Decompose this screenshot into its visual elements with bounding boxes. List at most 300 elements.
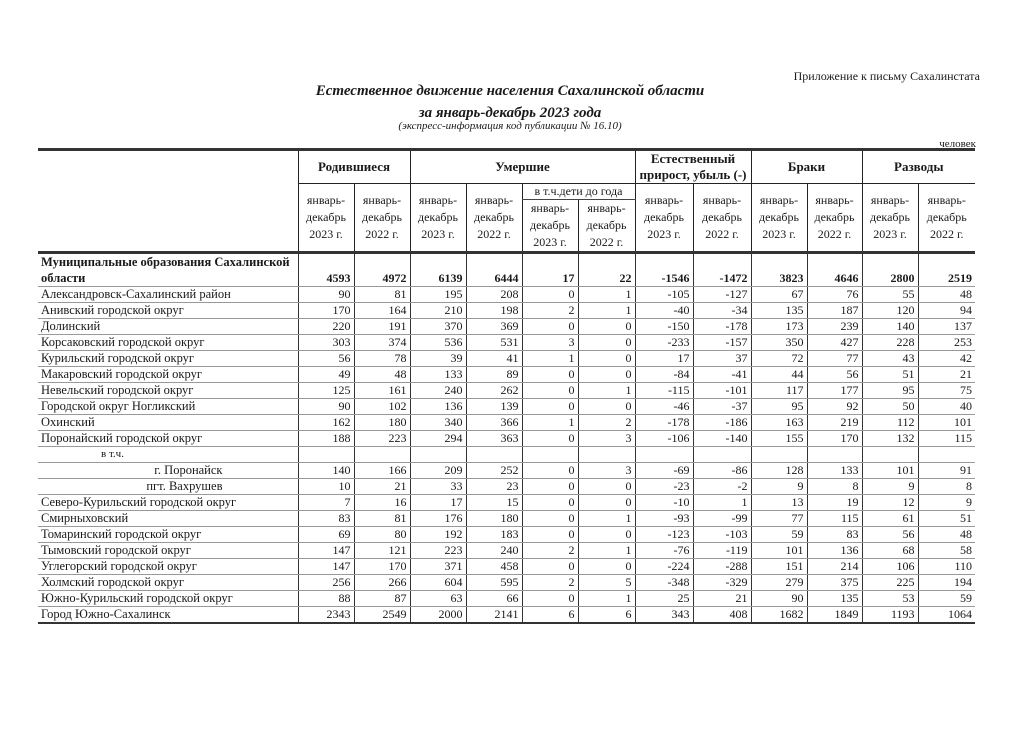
- row-label: в т.ч.: [38, 447, 298, 463]
- cell-value: -23: [635, 479, 693, 495]
- cell-value: 6: [578, 607, 635, 624]
- cell-value: 177: [807, 383, 862, 399]
- cell-value: 83: [807, 527, 862, 543]
- cell-value: -115: [635, 383, 693, 399]
- cell-value: 1064: [918, 607, 975, 624]
- cell-value: 252: [466, 463, 522, 479]
- cell-value: 155: [751, 431, 807, 447]
- header-infant-deaths: в т.ч.дети до года: [522, 184, 635, 200]
- cell-value: 48: [918, 287, 975, 303]
- cell-value: 17: [522, 253, 578, 287]
- cell-value: 375: [807, 575, 862, 591]
- row-label: Северо-Курильский городской округ: [38, 495, 298, 511]
- cell-value: 374: [354, 335, 410, 351]
- cell-value: 39: [410, 351, 466, 367]
- cell-value: 1: [578, 543, 635, 559]
- cell-value: 427: [807, 335, 862, 351]
- cell-value: -348: [635, 575, 693, 591]
- cell-value: 303: [298, 335, 354, 351]
- cell-value: 15: [466, 495, 522, 511]
- cell-value: 161: [354, 383, 410, 399]
- cell-value: -1472: [693, 253, 751, 287]
- cell-value: 180: [354, 415, 410, 431]
- cell-value: 214: [807, 559, 862, 575]
- cell-value: 0: [578, 319, 635, 335]
- row-label-header: [38, 150, 298, 253]
- cell-value: 6139: [410, 253, 466, 287]
- cell-value: 13: [751, 495, 807, 511]
- cell-value: 41: [466, 351, 522, 367]
- header-deaths: Умершие: [410, 150, 635, 184]
- cell-value: 0: [522, 495, 578, 511]
- cell-value: -106: [635, 431, 693, 447]
- cell-value: 240: [466, 543, 522, 559]
- cell-value: [693, 447, 751, 463]
- cell-value: 77: [751, 511, 807, 527]
- cell-value: 239: [807, 319, 862, 335]
- cell-value: 0: [578, 351, 635, 367]
- cell-value: 8: [918, 479, 975, 495]
- header-marriages: Браки: [751, 150, 862, 184]
- cell-value: -103: [693, 527, 751, 543]
- cell-value: 1: [578, 511, 635, 527]
- cell-value: 1: [522, 351, 578, 367]
- cell-value: 170: [354, 559, 410, 575]
- table-row: [38, 367, 975, 383]
- cell-value: 77: [807, 351, 862, 367]
- cell-value: 95: [751, 399, 807, 415]
- cell-value: 112: [862, 415, 918, 431]
- cell-value: -288: [693, 559, 751, 575]
- cell-value: 0: [522, 591, 578, 607]
- cell-value: 2549: [354, 607, 410, 624]
- row-label: пгт. Вахрушев: [38, 479, 298, 495]
- cell-value: 1682: [751, 607, 807, 624]
- cell-value: -10: [635, 495, 693, 511]
- cell-value: 6444: [466, 253, 522, 287]
- cell-value: 139: [466, 399, 522, 415]
- cell-value: 147: [298, 559, 354, 575]
- cell-value: 137: [918, 319, 975, 335]
- cell-value: 22: [578, 253, 635, 287]
- cell-value: 12: [862, 495, 918, 511]
- cell-value: 1: [578, 287, 635, 303]
- cell-value: 135: [751, 303, 807, 319]
- header-natural-growth: Естественный прирост, убыль (-): [635, 150, 751, 184]
- cell-value: [522, 447, 578, 463]
- subheader-divorces-2022: январь- декабрь 2022 г.: [918, 184, 975, 253]
- table-row: [38, 527, 975, 543]
- cell-value: 0: [522, 367, 578, 383]
- table-row: [38, 447, 975, 463]
- cell-value: -86: [693, 463, 751, 479]
- cell-value: 408: [693, 607, 751, 624]
- cell-value: 133: [410, 367, 466, 383]
- cell-value: 44: [751, 367, 807, 383]
- cell-value: 43: [862, 351, 918, 367]
- cell-value: 1: [522, 415, 578, 431]
- cell-value: 256: [298, 575, 354, 591]
- cell-value: [862, 447, 918, 463]
- row-label: Углегорский городской округ: [38, 559, 298, 575]
- cell-value: 1: [578, 303, 635, 319]
- cell-value: 4972: [354, 253, 410, 287]
- row-label: Тымовский городской округ: [38, 543, 298, 559]
- cell-value: 120: [862, 303, 918, 319]
- cell-value: [466, 447, 522, 463]
- subheader-divorces-2023: январь- декабрь 2023 г.: [862, 184, 918, 253]
- row-label: Курильский городской округ: [38, 351, 298, 367]
- cell-value: 187: [807, 303, 862, 319]
- header-divorces: Разводы: [862, 150, 975, 184]
- cell-value: 135: [807, 591, 862, 607]
- cell-value: 59: [751, 527, 807, 543]
- document-title: [250, 80, 770, 124]
- cell-value: 92: [807, 399, 862, 415]
- cell-value: 66: [466, 591, 522, 607]
- cell-value: 262: [466, 383, 522, 399]
- cell-value: 42: [918, 351, 975, 367]
- cell-value: 136: [807, 543, 862, 559]
- cell-value: 56: [862, 527, 918, 543]
- cell-value: [410, 447, 466, 463]
- cell-value: 23: [466, 479, 522, 495]
- cell-value: 91: [918, 463, 975, 479]
- cell-value: [635, 447, 693, 463]
- cell-value: -233: [635, 335, 693, 351]
- row-label: Макаровский городской округ: [38, 367, 298, 383]
- subheader-growth-2023: январь- декабрь 2023 г.: [635, 184, 693, 253]
- cell-value: 210: [410, 303, 466, 319]
- cell-value: -105: [635, 287, 693, 303]
- cell-value: 81: [354, 511, 410, 527]
- cell-value: 3: [522, 335, 578, 351]
- table-row: [38, 399, 975, 415]
- cell-value: 0: [578, 367, 635, 383]
- row-label: Южно-Курильский городской округ: [38, 591, 298, 607]
- cell-value: -40: [635, 303, 693, 319]
- cell-value: 9: [918, 495, 975, 511]
- cell-value: 223: [354, 431, 410, 447]
- cell-value: 140: [298, 463, 354, 479]
- cell-value: 279: [751, 575, 807, 591]
- cell-value: 9: [862, 479, 918, 495]
- cell-value: 2000: [410, 607, 466, 624]
- table-row: [38, 287, 975, 303]
- cell-value: 0: [522, 399, 578, 415]
- cell-value: 78: [354, 351, 410, 367]
- cell-value: 0: [522, 511, 578, 527]
- cell-value: 49: [298, 367, 354, 383]
- cell-value: 90: [298, 399, 354, 415]
- subheader-births-2023: январь- декабрь 2023 г.: [298, 184, 354, 253]
- cell-value: 240: [410, 383, 466, 399]
- table-row: [38, 607, 975, 624]
- cell-value: 53: [862, 591, 918, 607]
- row-label: г. Поронайск: [38, 463, 298, 479]
- cell-value: 1849: [807, 607, 862, 624]
- cell-value: 191: [354, 319, 410, 335]
- cell-value: [298, 447, 354, 463]
- cell-value: 10: [298, 479, 354, 495]
- cell-value: 209: [410, 463, 466, 479]
- cell-value: 219: [807, 415, 862, 431]
- cell-value: 164: [354, 303, 410, 319]
- row-label: Смирныховский: [38, 511, 298, 527]
- cell-value: 0: [578, 559, 635, 575]
- cell-value: -119: [693, 543, 751, 559]
- cell-value: 140: [862, 319, 918, 335]
- cell-value: 173: [751, 319, 807, 335]
- subheader-marriages-2022: январь- декабрь 2022 г.: [807, 184, 862, 253]
- cell-value: 176: [410, 511, 466, 527]
- cell-value: 2141: [466, 607, 522, 624]
- cell-value: 67: [751, 287, 807, 303]
- cell-value: 51: [862, 367, 918, 383]
- cell-value: 110: [918, 559, 975, 575]
- cell-value: 2: [522, 303, 578, 319]
- cell-value: 220: [298, 319, 354, 335]
- cell-value: 9: [751, 479, 807, 495]
- cell-value: 1: [578, 383, 635, 399]
- cell-value: 363: [466, 431, 522, 447]
- cell-value: -93: [635, 511, 693, 527]
- cell-value: 133: [807, 463, 862, 479]
- cell-value: 7: [298, 495, 354, 511]
- cell-value: [578, 447, 635, 463]
- cell-value: 69: [298, 527, 354, 543]
- cell-value: 225: [862, 575, 918, 591]
- table-row: [38, 383, 975, 399]
- cell-value: 0: [522, 527, 578, 543]
- cell-value: 80: [354, 527, 410, 543]
- cell-value: 266: [354, 575, 410, 591]
- cell-value: -46: [635, 399, 693, 415]
- cell-value: 8: [807, 479, 862, 495]
- cell-value: -224: [635, 559, 693, 575]
- cell-value: 170: [807, 431, 862, 447]
- table-row: [38, 479, 975, 495]
- row-label: Невельский городской округ: [38, 383, 298, 399]
- table-row: [38, 431, 975, 447]
- population-table: [38, 148, 975, 624]
- cell-value: 19: [807, 495, 862, 511]
- cell-value: 102: [354, 399, 410, 415]
- cell-value: 0: [522, 559, 578, 575]
- cell-value: -41: [693, 367, 751, 383]
- cell-value: 81: [354, 287, 410, 303]
- cell-value: 1: [693, 495, 751, 511]
- cell-value: 59: [918, 591, 975, 607]
- cell-value: 0: [578, 479, 635, 495]
- cell-value: -178: [635, 415, 693, 431]
- row-label: Холмский городской округ: [38, 575, 298, 591]
- cell-value: 0: [578, 527, 635, 543]
- table-row-total: [38, 253, 975, 287]
- cell-value: -84: [635, 367, 693, 383]
- cell-value: 132: [862, 431, 918, 447]
- header-births: Родившиеся: [298, 150, 410, 184]
- table-row: [38, 319, 975, 335]
- cell-value: 531: [466, 335, 522, 351]
- title-line-2: за январь-декабрь 2023 года: [418, 105, 602, 121]
- cell-value: 117: [751, 383, 807, 399]
- cell-value: 136: [410, 399, 466, 415]
- cell-value: 166: [354, 463, 410, 479]
- cell-value: 0: [578, 399, 635, 415]
- subheader-deaths-2022: январь- декабрь 2022 г.: [466, 184, 522, 253]
- cell-value: 223: [410, 543, 466, 559]
- cell-value: 170: [298, 303, 354, 319]
- cell-value: [807, 447, 862, 463]
- document-subtitle: (экспресс-информация код публикации № 16.10): [398, 120, 622, 132]
- cell-value: 63: [410, 591, 466, 607]
- cell-value: 72: [751, 351, 807, 367]
- cell-value: -34: [693, 303, 751, 319]
- cell-value: 4593: [298, 253, 354, 287]
- cell-value: 125: [298, 383, 354, 399]
- cell-value: -150: [635, 319, 693, 335]
- cell-value: 195: [410, 287, 466, 303]
- cell-value: 87: [354, 591, 410, 607]
- table-row: [38, 591, 975, 607]
- cell-value: 253: [918, 335, 975, 351]
- cell-value: 3823: [751, 253, 807, 287]
- cell-value: 83: [298, 511, 354, 527]
- cell-value: 75: [918, 383, 975, 399]
- cell-value: 56: [298, 351, 354, 367]
- row-label: Поронайский городской округ: [38, 431, 298, 447]
- cell-value: [751, 447, 807, 463]
- cell-value: 101: [751, 543, 807, 559]
- cell-value: 369: [466, 319, 522, 335]
- row-label: Александровск-Сахалинский район: [38, 287, 298, 303]
- table-body: [38, 253, 975, 624]
- cell-value: 2: [522, 575, 578, 591]
- cell-value: -178: [693, 319, 751, 335]
- cell-value: 21: [693, 591, 751, 607]
- cell-value: 48: [918, 527, 975, 543]
- subheader-deaths-2023: январь- декабрь 2023 г.: [410, 184, 466, 253]
- cell-value: 95: [862, 383, 918, 399]
- subheader-infant-2022: январь- декабрь 2022 г.: [578, 200, 635, 253]
- cell-value: 194: [918, 575, 975, 591]
- row-label: Город Южно-Сахалинск: [38, 607, 298, 624]
- cell-value: -140: [693, 431, 751, 447]
- table-row: [38, 351, 975, 367]
- cell-value: 604: [410, 575, 466, 591]
- subheader-growth-2022: январь- декабрь 2022 г.: [693, 184, 751, 253]
- cell-value: 371: [410, 559, 466, 575]
- cell-value: 294: [410, 431, 466, 447]
- cell-value: 0: [522, 431, 578, 447]
- cell-value: 6: [522, 607, 578, 624]
- cell-value: 0: [522, 479, 578, 495]
- cell-value: 1193: [862, 607, 918, 624]
- cell-value: 90: [751, 591, 807, 607]
- cell-value: -101: [693, 383, 751, 399]
- cell-value: 0: [522, 287, 578, 303]
- cell-value: 2: [578, 415, 635, 431]
- cell-value: 595: [466, 575, 522, 591]
- row-label: Охинский: [38, 415, 298, 431]
- cell-value: -329: [693, 575, 751, 591]
- cell-value: 50: [862, 399, 918, 415]
- row-label: Муниципальные образования Сахалинской области: [38, 253, 298, 287]
- cell-value: 0: [578, 335, 635, 351]
- cell-value: 2519: [918, 253, 975, 287]
- cell-value: 198: [466, 303, 522, 319]
- cell-value: 115: [918, 431, 975, 447]
- row-label: Городской округ Ногликский: [38, 399, 298, 415]
- cell-value: 25: [635, 591, 693, 607]
- cell-value: 90: [298, 287, 354, 303]
- cell-value: 350: [751, 335, 807, 351]
- cell-value: 343: [635, 607, 693, 624]
- row-label: Долинский: [38, 319, 298, 335]
- subheader-births-2022: январь- декабрь 2022 г.: [354, 184, 410, 253]
- table-row: [38, 415, 975, 431]
- cell-value: 340: [410, 415, 466, 431]
- cell-value: 101: [862, 463, 918, 479]
- cell-value: -157: [693, 335, 751, 351]
- table-row: [38, 495, 975, 511]
- table-row: [38, 559, 975, 575]
- cell-value: 51: [918, 511, 975, 527]
- cell-value: 2800: [862, 253, 918, 287]
- cell-value: -37: [693, 399, 751, 415]
- cell-value: 208: [466, 287, 522, 303]
- cell-value: -99: [693, 511, 751, 527]
- cell-value: 5: [578, 575, 635, 591]
- cell-value: 101: [918, 415, 975, 431]
- cell-value: 183: [466, 527, 522, 543]
- cell-value: 17: [635, 351, 693, 367]
- appendix-note: Приложение к письму Сахалинстата: [793, 69, 980, 83]
- cell-value: 1: [578, 591, 635, 607]
- cell-value: 162: [298, 415, 354, 431]
- cell-value: -186: [693, 415, 751, 431]
- cell-value: 76: [807, 287, 862, 303]
- cell-value: 2: [522, 543, 578, 559]
- cell-value: 536: [410, 335, 466, 351]
- cell-value: 128: [751, 463, 807, 479]
- cell-value: -2: [693, 479, 751, 495]
- cell-value: 366: [466, 415, 522, 431]
- cell-value: -69: [635, 463, 693, 479]
- cell-value: 4646: [807, 253, 862, 287]
- table-row: [38, 335, 975, 351]
- cell-value: 192: [410, 527, 466, 543]
- cell-value: 121: [354, 543, 410, 559]
- cell-value: 151: [751, 559, 807, 575]
- row-label: Томаринский городской округ: [38, 527, 298, 543]
- cell-value: -123: [635, 527, 693, 543]
- cell-value: 147: [298, 543, 354, 559]
- cell-value: 16: [354, 495, 410, 511]
- table-row: [38, 543, 975, 559]
- table-row: [38, 511, 975, 527]
- cell-value: -127: [693, 287, 751, 303]
- row-label: Корсаковский городской округ: [38, 335, 298, 351]
- cell-value: 33: [410, 479, 466, 495]
- cell-value: 0: [522, 319, 578, 335]
- cell-value: 180: [466, 511, 522, 527]
- table-row: [38, 303, 975, 319]
- cell-value: [918, 447, 975, 463]
- cell-value: 17: [410, 495, 466, 511]
- units-label: человек: [939, 138, 976, 150]
